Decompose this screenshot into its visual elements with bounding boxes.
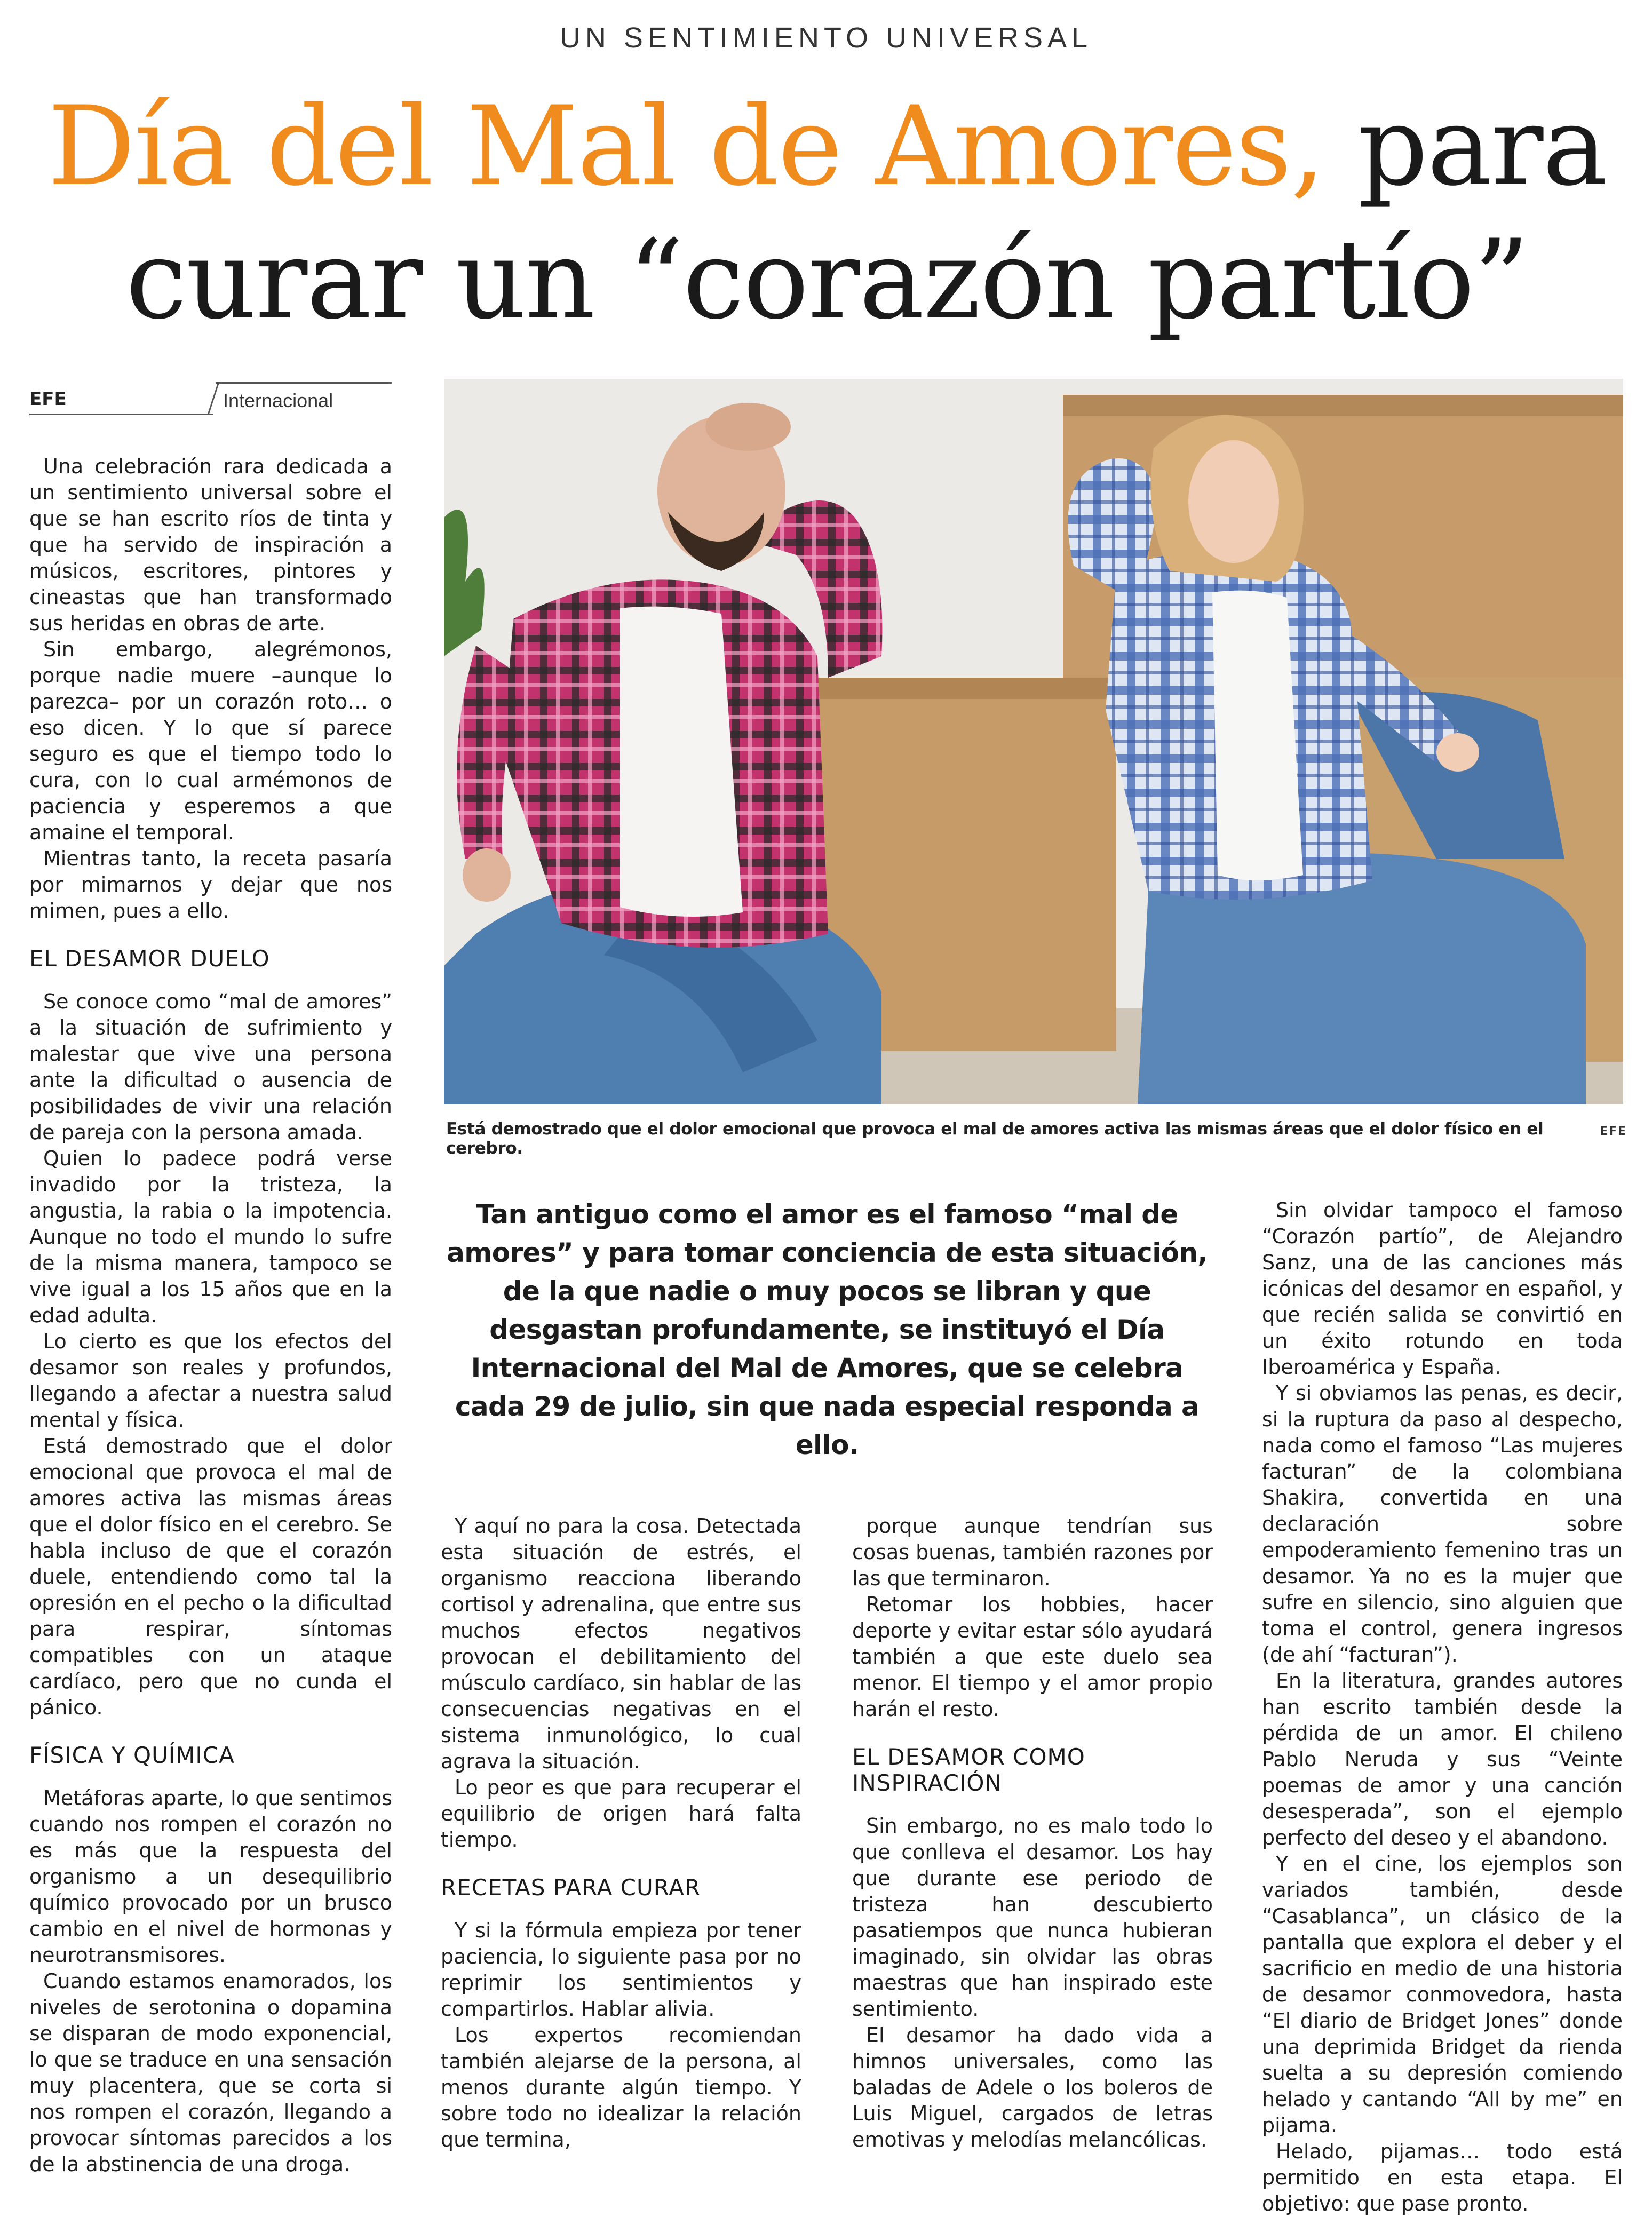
photo-credit: EFE (1600, 1125, 1627, 1138)
paragraph: Y aquí no para la cosa. Detectada esta situación de estrés, el organismo reacciona liberando cortisol y adrenalina, que entre sus muchos efectos negativos provocan el debilitamiento del músculo cardíaco, sin hablar de las consecuencias negativas en el sistema inmunológico, lo cual agrava la situación. (441, 1514, 801, 1773)
article-photo (444, 379, 1623, 1104)
paragraph: Lo cierto es que los efectos del desamor son reales y profundos, llegando a afectar a nuestra salud mental y física. (29, 1330, 392, 1432)
paragraph: Quien lo padece podrá verse invadido por la tristeza, la angustia, la rabia o la impotencia. Aunque no todo el mundo lo sufre de la misma manera, tampoco se vive igual a los 15 años que en la edad adulta. (29, 1147, 392, 1327)
photo-caption: Está demostrado que el dolor emocional que provoca el mal de amores activa las mismas áreas que el dolor físico en el cerebro. (446, 1119, 1544, 1158)
paragraph: Y si obviamos las penas, es decir, si la ruptura da paso al despecho, nada como el famoso “Las mujeres facturan” de la colombiana Shakira, convertida en una declaración sobre empoderamiento femenino tras un desamor. Ya no es la mujer que sufre en silencio, sino alguien que toma el control, genera ingresos (de ahí “facturan”). (1262, 1381, 1623, 1666)
article-column-4 (1262, 1197, 1623, 2217)
headline-rest: para (1324, 83, 1607, 210)
paragraph: El desamor ha dado vida a himnos universales, como las baladas de Adele o los boleros de Luis Miguel, cargados de letras emotivas y melodías melancólicas. (852, 2023, 1213, 2151)
headline-line2: curar un “corazón partío” (125, 217, 1529, 344)
paragraph: Una celebración rara dedicada a un sentimiento universal sobre el que se han escrito ríos de tinta y que ha servido de inspiración a músicos, escritores, pintores y cineastas que han transformado sus heridas en obras de arte. (29, 455, 392, 635)
paragraph: Helado, pijamas… todo está permitido en esta etapa. El objetivo: que pase pronto. (1262, 2140, 1623, 2215)
paragraph: Cuando estamos enamorados, los niveles de serotonina o dopamina se disparan de modo exponencial, lo que se traduce en una sensación muy placentera, que se corta si nos rompen el corazón, llegando a provocar síntomas parecidos a los de la abstinencia de una droga. (29, 1969, 392, 2176)
byline-agency: EFE (29, 388, 67, 410)
section-heading: EL DESAMOR COMO INSPIRACIÓN (852, 1744, 1085, 1796)
paragraph: Sin olvidar tampoco el famoso “Corazón partío”, de Alejandro Sanz, una de las canciones más icónicas del desamor en español, y que recién salida se convirtió en un éxito rotundo en toda Iberoamérica y España. (1262, 1198, 1623, 1379)
paragraph: En la literatura, grandes autores han escrito también desde la pérdida de un amor. El chileno Pablo Neruda y sus “Veinte poemas de amor y una canción desesperada”, son el ejemplo perfecto del deseo y el abandono. (1262, 1669, 1623, 1849)
article-column-1 (29, 454, 392, 2178)
paragraph: Y en el cine, los ejemplos son variados también, desde “Casablanca”, un clásico de la pantalla que explora el deber y el sacrificio en medio de una historia de desamor conmovedora, hasta “El diario de Bridget Jones” donde una deprimida Bridget da rienda suelta a su depresión comiendo helado y cantando “All by me” en pijama. (1262, 1852, 1623, 2137)
paragraph: Lo peor es que para recuperar el equilibrio de origen hará falta tiempo. (441, 1776, 801, 1852)
kicker: UN SENTIMIENTO UNIVERSAL (559, 22, 1093, 54)
byline-rule-bottom (29, 414, 213, 415)
paragraph: Sin embargo, alegrémonos, porque nadie muere –aunque lo parezca– por un corazón roto… o eso dicen. Y lo que sí parece seguro es que el tiempo todo lo cura, con lo cual armémonos de paciencia y esperemos a que amaine el temporal. (29, 638, 392, 844)
byline-section: Internacional (223, 390, 333, 411)
paragraph: Está demostrado que el dolor emocional que provoca el mal de amores activa las mismas áreas que el dolor físico en el cerebro. Se habla incluso de que el corazón duele, entendiendo como tal la opresión en el pecho o la dificultad para respirar, síntomas compatibles con un ataque cardíaco, pero que no cunda el pánico. (29, 1434, 392, 1719)
couple-photo-illustration (444, 379, 1623, 1104)
paragraph: Se conoce como “mal de amores” a la situación de sufrimiento y malestar que vive una persona ante la dificultad o ausencia de posibilidades de vivir una relación de pareja con la persona amada. (29, 990, 392, 1144)
article-column-3 (852, 1513, 1213, 2153)
headline (32, 80, 1622, 347)
section-heading: FÍSICA Y QUÍMICA (29, 1742, 235, 1768)
paragraph: porque aunque tendrían sus cosas buenas, también razones por las que terminaron. (852, 1514, 1213, 1590)
pull-quote: Tan antiguo como el amor es el famoso “mal de amores” y para tomar conciencia de esta situación, de la que nadie o muy pocos se libran y que desgastan profundamente, se instituyó el Día Internacional del Mal de Amores, que se celebra cada 29 de julio, sin que nada especial responda a ello. (447, 1199, 1208, 1460)
paragraph: Sin embargo, no es malo todo lo que conlleva el desamor. Los hay que durante ese periodo de tristeza han descubierto pasatiempos que nunca hubieran imaginado, sin olvidar las obras maestras que han inspirado este sentimiento. (852, 1814, 1213, 2021)
paragraph: Metáforas aparte, lo que sentimos cuando nos rompen el corazón no es más que la respuesta del organismo a un desequilibrio químico provocado por un brusco cambio en el nivel de hormonas y neurotransmisores. (29, 1786, 392, 1967)
paragraph: Mientras tanto, la receta pasaría por mimarnos y dejar que nos mimen, pues a ello. (29, 847, 392, 923)
byline-divider (207, 383, 219, 415)
article-column-2 (441, 1513, 801, 2153)
paragraph: Retomar los hobbies, hacer deporte y evitar estar sólo ayudará también a que este duelo sea menor. El tiempo y el amor propio harán el resto. (852, 1593, 1213, 1721)
paragraph: Los expertos recomiendan también alejarse de la persona, al menos durante algún tiempo. Y sobre todo no idealizar la relación que termina, (441, 2023, 801, 2151)
byline-rule-top (216, 382, 392, 384)
headline-accent: Día del Mal de Amores, (47, 83, 1324, 210)
section-heading: EL DESAMOR DUELO (29, 945, 270, 972)
section-heading: RECETAS PARA CURAR (441, 1874, 701, 1901)
paragraph: Y si la fórmula empieza por tener paciencia, lo siguiente pasa por no reprimir los sentimientos y compartirlos. Hablar alivia. (441, 1919, 801, 2021)
